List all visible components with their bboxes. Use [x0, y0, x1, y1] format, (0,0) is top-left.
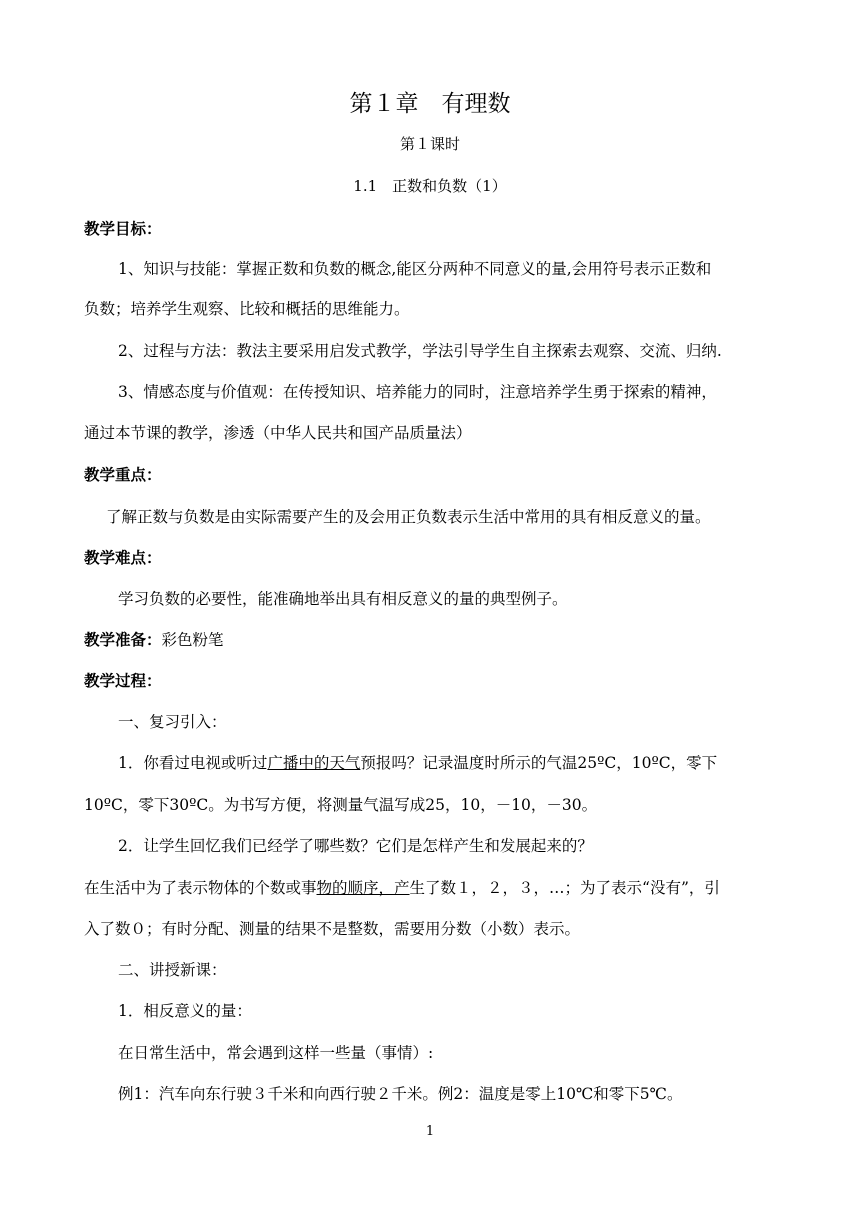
- part-1-heading: 一、复习引入：: [118, 713, 227, 731]
- objective-1-line-2: 负数；培养学生观察、比较和概括的思维能力。: [84, 300, 410, 318]
- preparation-line: [84, 630, 778, 650]
- difficulties-heading: 教学难点：: [84, 548, 162, 567]
- difficulties-text: 学习负数的必要性，能准确地举出具有相反意义的量的典型例子。: [118, 590, 568, 608]
- item-2: 2．让学生回忆我们已经学了哪些数？它们是怎样产生和发展起来的？: [118, 837, 593, 855]
- process-heading: 教学过程：: [84, 671, 162, 690]
- daily-life-line: 在日常生活中，常会遇到这样一些量（事情）:: [118, 1044, 434, 1062]
- item-1-line-1: [118, 753, 778, 773]
- preparation-text: 彩色粉笔: [161, 631, 224, 649]
- item-2-cont-before: 在生活中为了表示物体的个数或事: [84, 879, 317, 897]
- objective-2: 2、过程与方法：教法主要采用启发式教学，学法引导学生自主探索去观察、交流、归纳.: [118, 342, 722, 360]
- objectives-heading: 教学目标：: [84, 219, 162, 238]
- item-1-underlined-text: 广播中的天气: [267, 754, 361, 772]
- preparation-heading: 教学准备：: [84, 630, 162, 649]
- item-2-continuation-line-1: [84, 878, 778, 898]
- objective-3-line-1: 3、情感态度与价值观：在传授知识、培养能力的同时，注意培养学生勇于探索的精神，: [118, 383, 717, 401]
- objective-3-line-2: 通过本节课的教学，渗透（中华人民共和国产品质量法）: [84, 424, 472, 442]
- item-2-cont-underlined: 物的顺序，产: [316, 879, 410, 897]
- item-1-text-before: 1．你看过电视或听过: [118, 754, 268, 772]
- key-points-text: 了解正数与负数是由实际需要产生的及会用正负数表示生活中常用的具有相反意义的量。: [106, 508, 711, 526]
- objective-1-line-1: 1、知识与技能：掌握正数和负数的概念,能区分两种不同意义的量,会用符号表示正数和: [118, 260, 712, 278]
- item-2-cont-after: 生了数１，２，３，…；为了表示“没有”，引: [409, 879, 720, 897]
- key-points-heading: 教学重点：: [84, 465, 162, 484]
- lesson-label: 第１课时: [399, 135, 460, 153]
- new-item-1: 1．相反意义的量：: [118, 1002, 252, 1020]
- section-title: 1.1 正数和负数（1）: [353, 177, 507, 195]
- item-1-text-after: 预报吗？记录温度时所示的气温25ºC，10ºC，零下: [360, 754, 718, 772]
- chapter-title: 第１章 有理数: [349, 91, 511, 117]
- page-number: 1: [425, 1124, 435, 1139]
- item-2-continuation-line-2: 入了数０；有时分配、测量的结果不是整数，需要用分数（小数）表示。: [84, 920, 581, 938]
- item-1-line-2: 10ºC，零下30ºC。为书写方便，将测量气温写成25，10，－10，－30。: [84, 796, 598, 814]
- part-2-heading: 二、讲授新课：: [118, 961, 227, 979]
- examples-line: 例1：汽车向东行驶３千米和向西行驶２千米。例2：温度是零上10℃和零下5℃。: [118, 1085, 683, 1103]
